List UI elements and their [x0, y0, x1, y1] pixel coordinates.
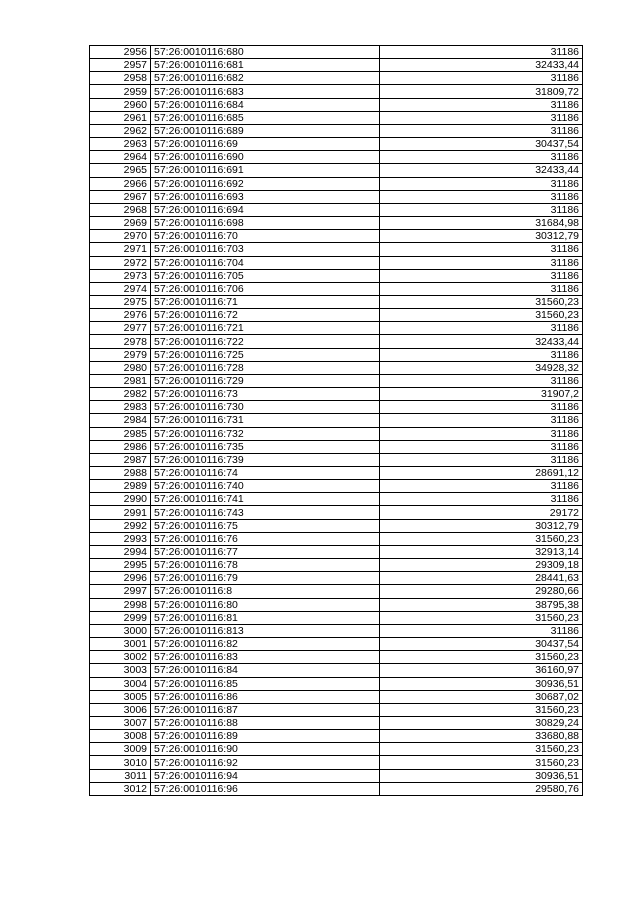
table-row [90, 703, 583, 716]
row-number: 3001 [90, 638, 151, 651]
cadastral-number: 57:26:0010116:681 [151, 59, 380, 72]
row-number: 2985 [90, 427, 151, 440]
table-row [90, 348, 583, 361]
row-number: 2959 [90, 85, 151, 98]
value-cell: 31907,2 [380, 388, 583, 401]
value-cell: 30829,24 [380, 716, 583, 729]
value-cell: 31560,23 [380, 532, 583, 545]
table-row [90, 440, 583, 453]
value-cell: 31186 [380, 493, 583, 506]
value-cell: 29280,66 [380, 585, 583, 598]
cadastral-number: 57:26:0010116:704 [151, 256, 380, 269]
table-body [90, 46, 583, 796]
cadastral-number: 57:26:0010116:8 [151, 585, 380, 598]
row-number: 3006 [90, 703, 151, 716]
table-row [90, 243, 583, 256]
table-row [90, 453, 583, 466]
row-number: 2995 [90, 559, 151, 572]
table-row [90, 322, 583, 335]
row-number: 2966 [90, 177, 151, 190]
table-row [90, 111, 583, 124]
value-cell: 29172 [380, 506, 583, 519]
value-cell: 31186 [380, 480, 583, 493]
table-row [90, 467, 583, 480]
table-row [90, 269, 583, 282]
value-cell: 31186 [380, 151, 583, 164]
table-row [90, 217, 583, 230]
table-row [90, 730, 583, 743]
table-row [90, 743, 583, 756]
cadastral-number: 57:26:0010116:72 [151, 309, 380, 322]
value-cell: 31186 [380, 440, 583, 453]
value-cell: 31186 [380, 401, 583, 414]
cadastral-number: 57:26:0010116:721 [151, 322, 380, 335]
table-row [90, 756, 583, 769]
row-number: 2989 [90, 480, 151, 493]
row-number: 2970 [90, 230, 151, 243]
table-row [90, 138, 583, 151]
table-row [90, 782, 583, 795]
table-row [90, 203, 583, 216]
table-row [90, 282, 583, 295]
value-cell: 31186 [380, 124, 583, 137]
row-number: 3012 [90, 782, 151, 795]
table-row [90, 677, 583, 690]
cadastral-number: 57:26:0010116:694 [151, 203, 380, 216]
cadastral-number: 57:26:0010116:732 [151, 427, 380, 440]
table-row [90, 59, 583, 72]
cadastral-number: 57:26:0010116:70 [151, 230, 380, 243]
cadastral-number: 57:26:0010116:92 [151, 756, 380, 769]
cadastral-number: 57:26:0010116:76 [151, 532, 380, 545]
row-number: 2972 [90, 256, 151, 269]
table-row [90, 572, 583, 585]
row-number: 2963 [90, 138, 151, 151]
row-number: 3011 [90, 769, 151, 782]
cadastral-number: 57:26:0010116:690 [151, 151, 380, 164]
row-number: 3003 [90, 664, 151, 677]
value-cell: 31560,23 [380, 743, 583, 756]
value-cell: 31186 [380, 269, 583, 282]
value-cell: 31560,23 [380, 756, 583, 769]
row-number: 2962 [90, 124, 151, 137]
row-number: 2978 [90, 335, 151, 348]
value-cell: 30437,54 [380, 638, 583, 651]
table-row [90, 532, 583, 545]
row-number: 2998 [90, 598, 151, 611]
value-cell: 32913,14 [380, 545, 583, 558]
value-cell: 31186 [380, 256, 583, 269]
value-cell: 31186 [380, 348, 583, 361]
value-cell: 36160,97 [380, 664, 583, 677]
cadastral-number: 57:26:0010116:71 [151, 295, 380, 308]
table-row [90, 638, 583, 651]
value-cell: 31560,23 [380, 611, 583, 624]
table-row [90, 506, 583, 519]
value-cell: 31186 [380, 72, 583, 85]
row-number: 3002 [90, 651, 151, 664]
row-number: 3007 [90, 716, 151, 729]
cadastral-number: 57:26:0010116:94 [151, 769, 380, 782]
cadastral-number: 57:26:0010116:83 [151, 651, 380, 664]
value-cell: 30936,51 [380, 769, 583, 782]
table-row [90, 295, 583, 308]
row-number: 3005 [90, 690, 151, 703]
cadastral-number: 57:26:0010116:89 [151, 730, 380, 743]
cadastral-number: 57:26:0010116:84 [151, 664, 380, 677]
value-cell: 33680,88 [380, 730, 583, 743]
cadastral-number: 57:26:0010116:682 [151, 72, 380, 85]
table-row [90, 309, 583, 322]
table-row [90, 769, 583, 782]
cadastral-number: 57:26:0010116:81 [151, 611, 380, 624]
value-cell: 32433,44 [380, 59, 583, 72]
row-number: 2960 [90, 98, 151, 111]
row-number: 2968 [90, 203, 151, 216]
cadastral-number: 57:26:0010116:69 [151, 138, 380, 151]
cadastral-number: 57:26:0010116:74 [151, 467, 380, 480]
table-row [90, 72, 583, 85]
table-row [90, 124, 583, 137]
cadastral-number: 57:26:0010116:705 [151, 269, 380, 282]
table-row [90, 493, 583, 506]
table-row [90, 401, 583, 414]
row-number: 2990 [90, 493, 151, 506]
table-row [90, 427, 583, 440]
value-cell: 31186 [380, 414, 583, 427]
value-cell: 31186 [380, 177, 583, 190]
table-row [90, 190, 583, 203]
cadastral-number: 57:26:0010116:86 [151, 690, 380, 703]
row-number: 2982 [90, 388, 151, 401]
cadastral-number: 57:26:0010116:706 [151, 282, 380, 295]
value-cell: 31186 [380, 203, 583, 216]
value-cell: 31684,98 [380, 217, 583, 230]
row-number: 3000 [90, 624, 151, 637]
row-number: 2957 [90, 59, 151, 72]
row-number: 2981 [90, 374, 151, 387]
value-cell: 31186 [380, 190, 583, 203]
value-cell: 31560,23 [380, 309, 583, 322]
value-cell: 31560,23 [380, 651, 583, 664]
cadastral-number: 57:26:0010116:698 [151, 217, 380, 230]
cadastral-number: 57:26:0010116:691 [151, 164, 380, 177]
cadastral-number: 57:26:0010116:88 [151, 716, 380, 729]
row-number: 2999 [90, 611, 151, 624]
cadastral-number: 57:26:0010116:703 [151, 243, 380, 256]
cadastral-number: 57:26:0010116:82 [151, 638, 380, 651]
cadastral-number: 57:26:0010116:813 [151, 624, 380, 637]
value-cell: 30312,79 [380, 519, 583, 532]
cadastral-number: 57:26:0010116:728 [151, 361, 380, 374]
cadastral-number: 57:26:0010116:725 [151, 348, 380, 361]
row-number: 2977 [90, 322, 151, 335]
value-cell: 34928,32 [380, 361, 583, 374]
row-number: 2976 [90, 309, 151, 322]
row-number: 2991 [90, 506, 151, 519]
table-row [90, 690, 583, 703]
value-cell: 28441,63 [380, 572, 583, 585]
cadastral-number: 57:26:0010116:96 [151, 782, 380, 795]
cadastral-number: 57:26:0010116:85 [151, 677, 380, 690]
row-number: 2969 [90, 217, 151, 230]
cadastral-number: 57:26:0010116:87 [151, 703, 380, 716]
row-number: 2988 [90, 467, 151, 480]
row-number: 2965 [90, 164, 151, 177]
cadastral-number: 57:26:0010116:741 [151, 493, 380, 506]
row-number: 2971 [90, 243, 151, 256]
cadastral-number: 57:26:0010116:73 [151, 388, 380, 401]
row-number: 2986 [90, 440, 151, 453]
cadastral-number: 57:26:0010116:684 [151, 98, 380, 111]
cadastral-number: 57:26:0010116:722 [151, 335, 380, 348]
value-cell: 31186 [380, 453, 583, 466]
value-cell: 31186 [380, 427, 583, 440]
value-cell: 38795,38 [380, 598, 583, 611]
value-cell: 31186 [380, 46, 583, 59]
table-row [90, 480, 583, 493]
value-cell: 32433,44 [380, 335, 583, 348]
row-number: 2984 [90, 414, 151, 427]
value-cell: 30687,02 [380, 690, 583, 703]
row-number: 3009 [90, 743, 151, 756]
table-row [90, 414, 583, 427]
row-number: 2996 [90, 572, 151, 585]
row-number: 2983 [90, 401, 151, 414]
table-row [90, 335, 583, 348]
cadastral-number: 57:26:0010116:683 [151, 85, 380, 98]
row-number: 2979 [90, 348, 151, 361]
table-row [90, 716, 583, 729]
cadastral-number: 57:26:0010116:743 [151, 506, 380, 519]
table-row [90, 151, 583, 164]
table-row [90, 374, 583, 387]
table-row [90, 177, 583, 190]
row-number: 3008 [90, 730, 151, 743]
table-row [90, 230, 583, 243]
value-cell: 29309,18 [380, 559, 583, 572]
cadastral-number: 57:26:0010116:689 [151, 124, 380, 137]
table-row [90, 164, 583, 177]
table-row [90, 361, 583, 374]
table-row [90, 651, 583, 664]
cadastral-number: 57:26:0010116:731 [151, 414, 380, 427]
cadastral-number: 57:26:0010116:680 [151, 46, 380, 59]
row-number: 3004 [90, 677, 151, 690]
row-number: 2975 [90, 295, 151, 308]
cadastral-number: 57:26:0010116:739 [151, 453, 380, 466]
row-number: 2992 [90, 519, 151, 532]
table-row [90, 388, 583, 401]
value-cell: 31186 [380, 374, 583, 387]
row-number: 2993 [90, 532, 151, 545]
table-row [90, 585, 583, 598]
value-cell: 32433,44 [380, 164, 583, 177]
value-cell: 31186 [380, 98, 583, 111]
row-number: 2973 [90, 269, 151, 282]
cadastral-number: 57:26:0010116:78 [151, 559, 380, 572]
row-number: 2997 [90, 585, 151, 598]
table-row [90, 256, 583, 269]
cadastral-number: 57:26:0010116:730 [151, 401, 380, 414]
row-number: 2987 [90, 453, 151, 466]
row-number: 2956 [90, 46, 151, 59]
value-cell: 29580,76 [380, 782, 583, 795]
row-number: 2967 [90, 190, 151, 203]
value-cell: 31186 [380, 322, 583, 335]
table-row [90, 611, 583, 624]
row-number: 2958 [90, 72, 151, 85]
table-row [90, 46, 583, 59]
cadastral-number: 57:26:0010116:685 [151, 111, 380, 124]
table-row [90, 519, 583, 532]
table-row [90, 85, 583, 98]
cadastral-number: 57:26:0010116:735 [151, 440, 380, 453]
cadastral-number: 57:26:0010116:75 [151, 519, 380, 532]
cadastral-number: 57:26:0010116:740 [151, 480, 380, 493]
table-row [90, 545, 583, 558]
value-cell: 31560,23 [380, 703, 583, 716]
value-cell: 30312,79 [380, 230, 583, 243]
value-cell: 28691,12 [380, 467, 583, 480]
value-cell: 30437,54 [380, 138, 583, 151]
cadastral-number: 57:26:0010116:692 [151, 177, 380, 190]
value-cell: 31186 [380, 624, 583, 637]
value-cell: 30936,51 [380, 677, 583, 690]
cadastral-number: 57:26:0010116:79 [151, 572, 380, 585]
value-cell: 31186 [380, 282, 583, 295]
cadastral-number: 57:26:0010116:77 [151, 545, 380, 558]
table-row [90, 598, 583, 611]
table-row [90, 624, 583, 637]
value-cell: 31560,23 [380, 295, 583, 308]
value-cell: 31809,72 [380, 85, 583, 98]
table-row [90, 559, 583, 572]
table-row [90, 98, 583, 111]
cadastral-number: 57:26:0010116:729 [151, 374, 380, 387]
cadastral-value-table [89, 45, 583, 796]
row-number: 2974 [90, 282, 151, 295]
cadastral-number: 57:26:0010116:693 [151, 190, 380, 203]
cadastral-number: 57:26:0010116:80 [151, 598, 380, 611]
row-number: 2964 [90, 151, 151, 164]
row-number: 2961 [90, 111, 151, 124]
table-row [90, 664, 583, 677]
row-number: 2994 [90, 545, 151, 558]
cadastral-number: 57:26:0010116:90 [151, 743, 380, 756]
row-number: 3010 [90, 756, 151, 769]
value-cell: 31186 [380, 243, 583, 256]
value-cell: 31186 [380, 111, 583, 124]
row-number: 2980 [90, 361, 151, 374]
